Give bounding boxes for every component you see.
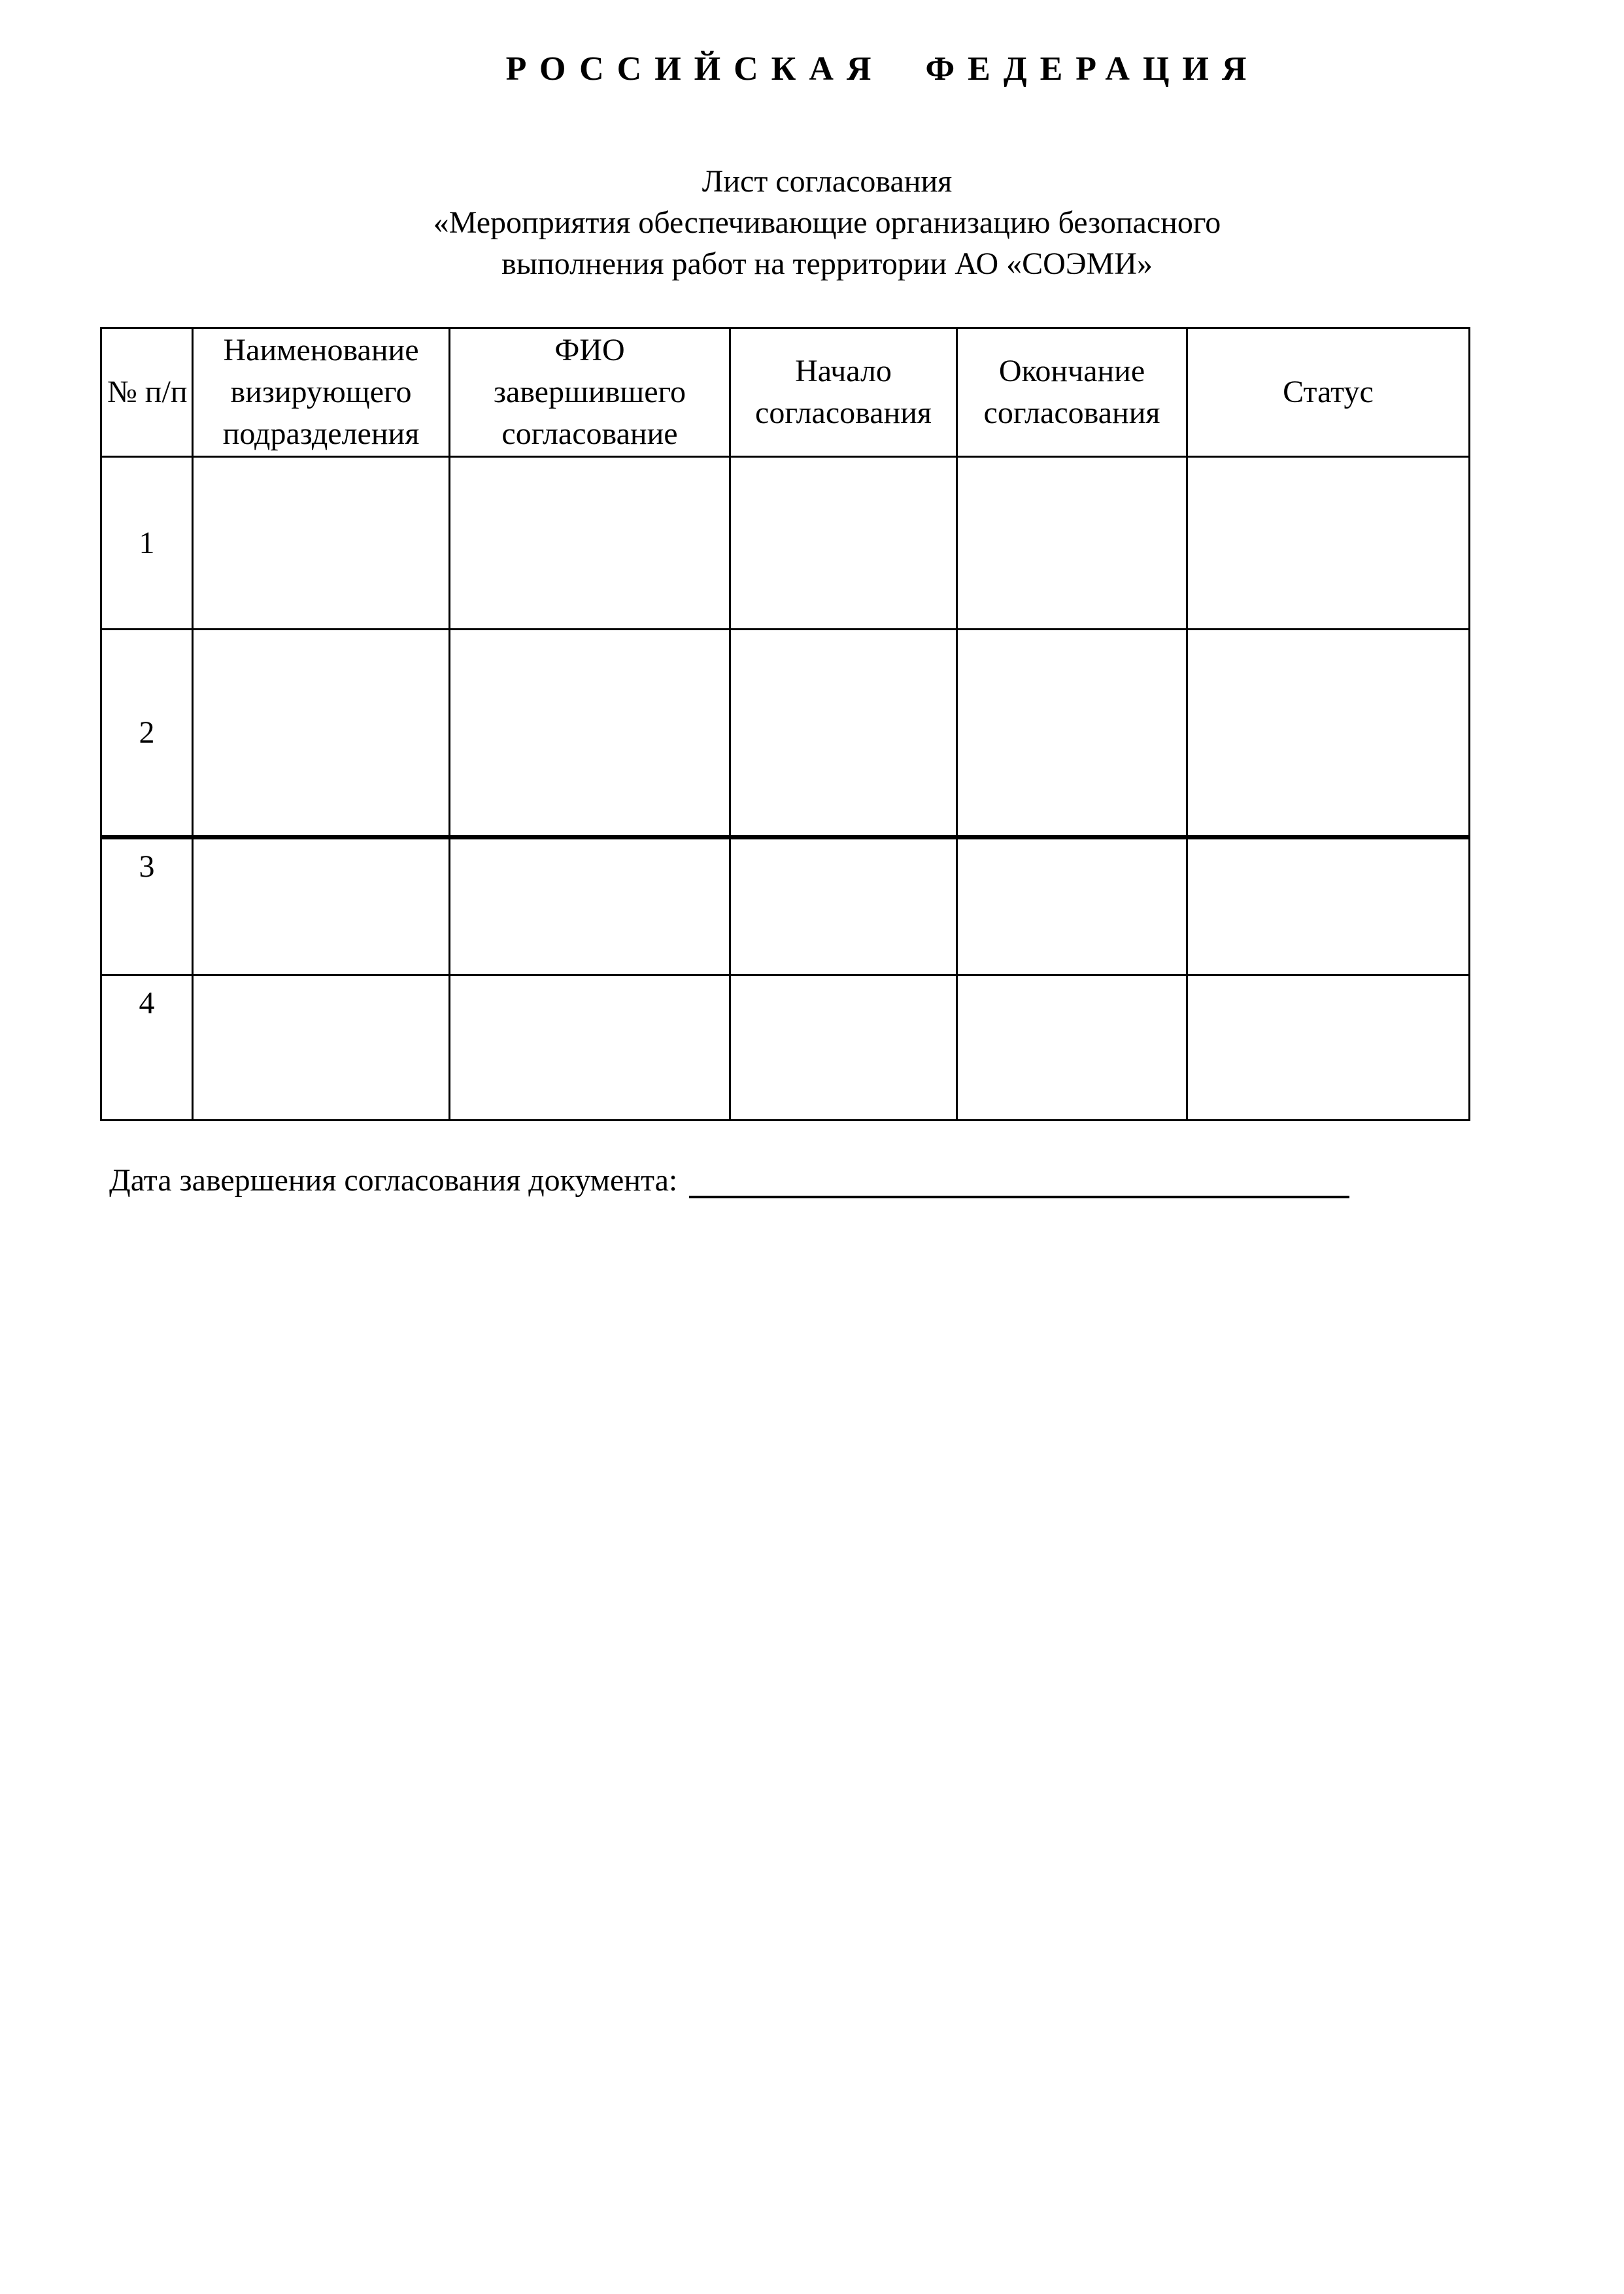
completion-date-label: Дата завершения согласования документа: xyxy=(109,1163,678,1198)
cell-department xyxy=(193,630,450,837)
header-number xyxy=(101,328,193,457)
cell-end xyxy=(957,457,1187,630)
completion-date-row xyxy=(109,1162,1349,1198)
table-header-row xyxy=(101,328,1470,457)
cell-end xyxy=(957,837,1187,975)
title-line-3: выполнения работ на территории АО «СОЭМИ» xyxy=(501,246,1153,281)
header-end xyxy=(957,328,1187,457)
cell-fio xyxy=(450,975,730,1121)
header-line: Наименование xyxy=(223,333,419,367)
row-number: 2 xyxy=(101,630,193,837)
header-line: согласования xyxy=(983,396,1160,430)
header-line: Начало xyxy=(795,354,892,388)
header-status xyxy=(1187,328,1470,457)
header-start xyxy=(730,328,957,457)
row-number: 1 xyxy=(101,457,193,630)
approval-table xyxy=(100,327,1470,1121)
header-line: ФИО xyxy=(554,333,625,367)
table-row xyxy=(101,975,1470,1121)
cell-end xyxy=(957,975,1187,1121)
cell-fio xyxy=(450,630,730,837)
cell-start xyxy=(730,630,957,837)
cell-status xyxy=(1187,975,1470,1121)
cell-start xyxy=(730,975,957,1121)
header-line: № п/п xyxy=(107,375,188,409)
country-header: РОССИЙСКАЯ ФЕДЕРАЦИЯ xyxy=(505,50,1260,88)
header-line: согласования xyxy=(755,396,932,430)
title-line-2: «Мероприятия обеспечивающие организацию безопасного xyxy=(433,205,1221,240)
cell-status xyxy=(1187,630,1470,837)
cell-fio xyxy=(450,837,730,975)
cell-department xyxy=(193,837,450,975)
cell-department xyxy=(193,457,450,630)
header-line: Статус xyxy=(1283,375,1374,409)
document-title xyxy=(30,161,1624,284)
cell-status xyxy=(1187,457,1470,630)
row-number: 3 xyxy=(101,837,193,975)
row-number: 4 xyxy=(101,975,193,1121)
cell-department xyxy=(193,975,450,1121)
cell-status xyxy=(1187,837,1470,975)
header-fio xyxy=(450,328,730,457)
table-row xyxy=(101,630,1470,837)
table-row xyxy=(101,837,1470,975)
cell-fio xyxy=(450,457,730,630)
header-line: подразделения xyxy=(222,416,420,451)
cell-end xyxy=(957,630,1187,837)
header-department xyxy=(193,328,450,457)
header-line: визирующего xyxy=(230,375,412,409)
header-line: согласование xyxy=(501,416,678,451)
header-line: завершившего xyxy=(493,375,686,409)
cell-start xyxy=(730,837,957,975)
table-row xyxy=(101,457,1470,630)
cell-start xyxy=(730,457,957,630)
title-line-1: Лист согласования xyxy=(702,164,953,199)
completion-date-blank-line xyxy=(689,1196,1349,1198)
header-line: Окончание xyxy=(998,354,1145,388)
